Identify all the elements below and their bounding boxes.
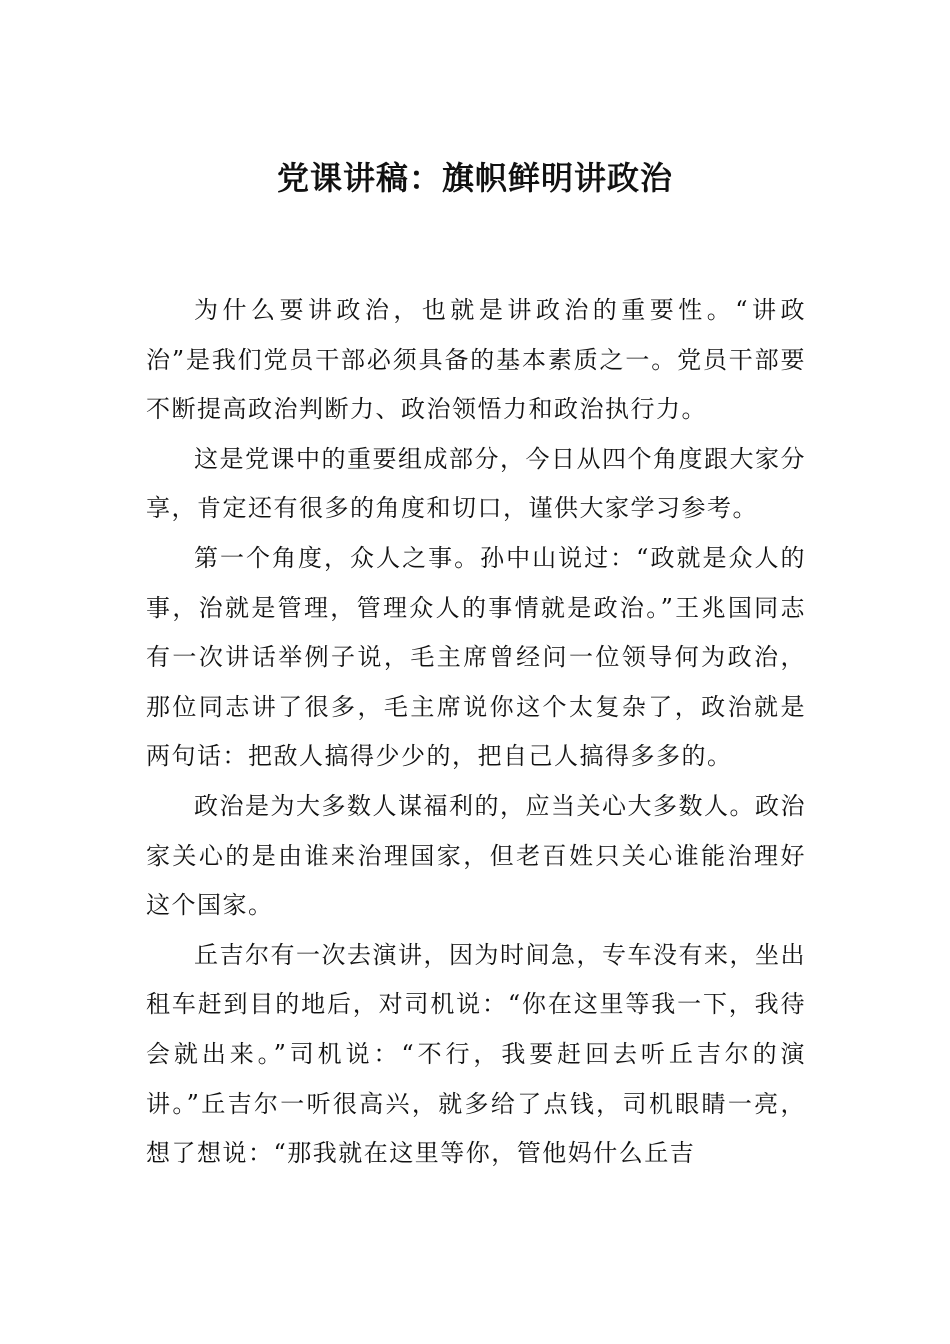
paragraph: 政治是为大多数人谋福利的，应当关心大多数人。政治家关心的是由谁来治理国家，但老百姓只关心谁能治理好这个国家。	[146, 791, 806, 920]
paragraph: 丘吉尔有一次去演讲，因为时间急，专车没有来，坐出租车赶到目的地后，对司机说：“你在这里等我一下，我待会就出来。”司机说：“不行，我要赶回去听丘吉尔的演讲。”丘吉尔一听很高兴，就多给了点钱，司机眼睛一亮，想了想说：“那我就在这里等你，管他妈什么丘吉	[146, 940, 806, 1168]
document-body	[146, 286, 806, 1179]
document-title: 党课讲稿：旗帜鲜明讲政治	[276, 159, 673, 197]
paragraph: 为什么要讲政治，也就是讲政治的重要性。“讲政治”是我们党员干部必须具备的基本素质之一。党员干部要不断提高政治判断力、政治领悟力和政治执行力。	[146, 296, 806, 424]
paragraph: 第一个角度，众人之事。孙中山说过：“政就是众人的事，治就是管理，管理众人的事情就是政治。”王兆国同志有一次讲话举例子说，毛主席曾经问一位领导何为政治，那位同志讲了很多，毛主席说你这个太复杂了，政治就是两句话：把敌人搞得少少的，把自己人搞得多多的。	[146, 543, 806, 771]
paragraph: 这是党课中的重要组成部分，今日从四个角度跟大家分享，肯定还有很多的角度和切口，谨供大家学习参考。	[146, 444, 806, 523]
